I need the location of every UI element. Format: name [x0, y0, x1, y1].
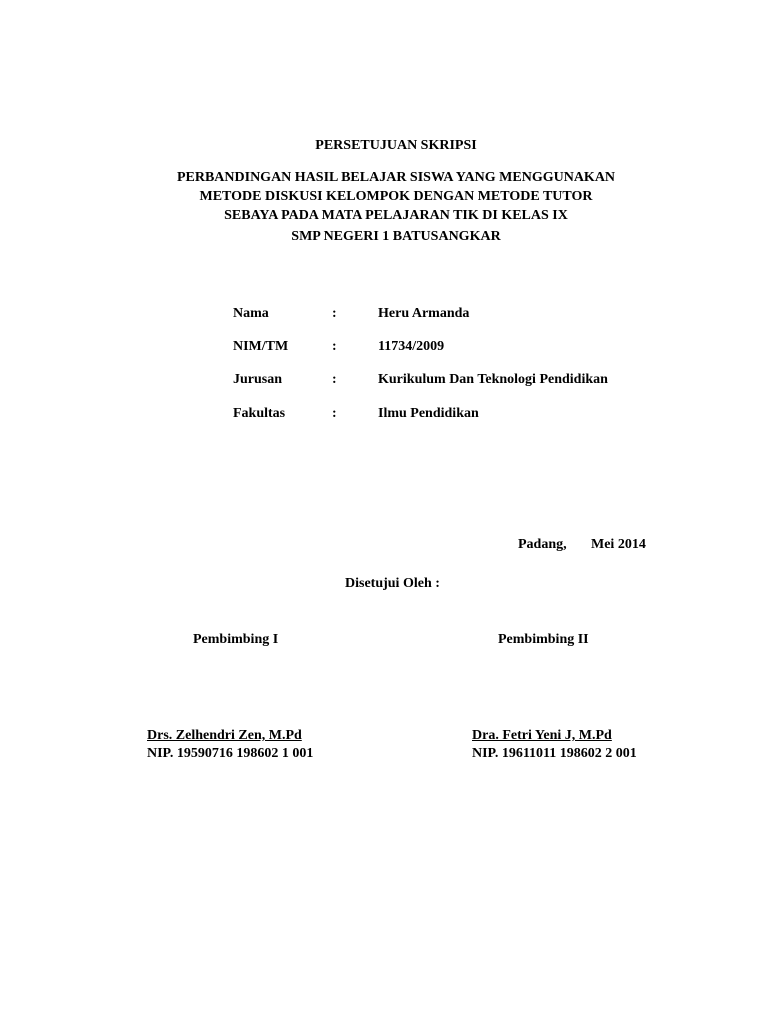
field-value: 11734/2009	[378, 339, 445, 354]
field-label: Fakultas	[233, 406, 286, 421]
field-label: NIM/TM	[233, 339, 289, 354]
document-heading: PERSETUJUAN SKRIPSI	[315, 138, 477, 153]
field-value: Heru Armanda	[378, 306, 470, 321]
supervisor-name: Drs. Zelhendri Zen, M.Pd	[147, 728, 302, 743]
approved-by-label: Disetujui Oleh :	[345, 576, 440, 591]
field-label: Jurusan	[233, 372, 283, 387]
field-separator: :	[332, 339, 337, 354]
field-separator: :	[332, 306, 337, 321]
supervisor-name: Dra. Fetri Yeni J, M.Pd	[472, 728, 612, 743]
date: Mei 2014	[591, 537, 646, 552]
thesis-title-line-4: SMP NEGERI 1 BATUSANGKAR	[291, 229, 501, 244]
place: Padang,	[518, 537, 567, 552]
field-value: Kurikulum Dan Teknologi Pendidikan	[378, 372, 608, 387]
thesis-title-line-1: PERBANDINGAN HASIL BELAJAR SISWA YANG MENGGUNAKAN	[176, 170, 616, 185]
supervisor-role: Pembimbing II	[498, 632, 589, 647]
field-separator: :	[332, 372, 337, 387]
thesis-title-line-2: METODE DISKUSI KELOMPOK DENGAN METODE TUTOR	[199, 189, 593, 204]
field-value: Ilmu Pendidikan	[378, 406, 479, 421]
supervisor-nip: NIP. 19590716 198602 1 001	[147, 746, 314, 761]
field-separator: :	[332, 406, 337, 421]
supervisor-role: Pembimbing I	[193, 632, 279, 647]
thesis-title-line-3: SEBAYA PADA MATA PELAJARAN TIK DI KELAS IX	[224, 208, 568, 223]
supervisor-nip: NIP. 19611011 198602 2 001	[472, 746, 637, 761]
field-label: Nama	[233, 306, 269, 321]
